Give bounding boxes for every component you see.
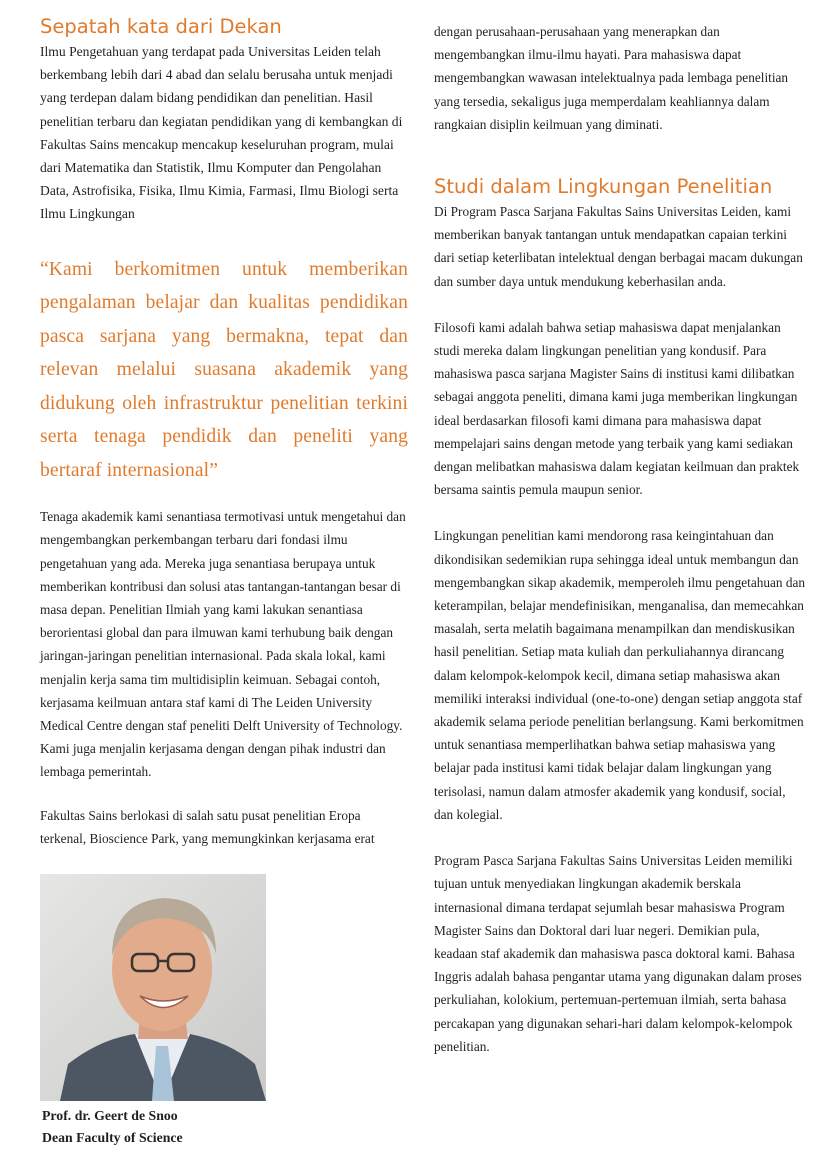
location-paragraph: Fakultas Sains berlokasi di salah satu pusat penelitian Eropa terkenal, Bioscience Park, yang memungkinkan kerjasama erat [40,807,375,846]
research-heading: Studi dalam Lingkungan Penelitian [434,175,773,199]
academic-staff-paragraph: Tenaga akademik kami senantiasa termotivasi untuk mengetahui dan mengembangkan perkembangan terbaru dari fondasi ilmu pengetahuan yang ada. Mereka juga senantiasa berupaya untuk memberikan kontribusi dan solusi atas tantangan-tantangan besar di masa depan. Penelitian Ilmiah yang kami lakukan senantiasa berorientasi global dan para ilmuwan kami terhubung baik dengan jaringan-jaringan penelitian internasional. Pada skala lokal, kami menjalin kerja sama tim multidisiplin keimuan. Sebagai contoh, kerjasama keilmuan antara staf kami di The Leiden University Medical Centre dengan staf peneliti Delft University of Technology. Kami juga menjalin kerjasama dengan dengan pihak industri dan lembaga pemerintah. [40,509,406,780]
continuation-paragraph: dengan perusahaan-perusahaan yang menerapkan dan mengembangkan ilmu-ilmu hayati. Para mahasiswa dapat mengembangkan wawasan intelektualnya pada lembaga penelitian yang tersedia, sekaligus juga memperdalam keahliannya dalam rangkaian disiplin keilmuan yang diminati. [434,24,789,132]
intro-paragraph: Ilmu Pengetahuan yang terdapat pada Universitas Leiden telah berkembang lebih dari 4 abad dan selalu berusaha untuk menjadi yang terdepan dalam bidang pendidikan dan penelitian. Hasil penelitian terbaru dan kegiatan pendidikan yang di kembangkan di Fakultas Sains mencakup mencakup keseluruhan program, mulai dari Matematika dan Statistik, Ilmu Komputer dan Pengolahan Data, Astrofisika, Fisika, Ilmu Kimia, Farmasi, Ilmu Biologi serta Ilmu Lingkungan [40,44,403,222]
portrait-caption [42,1105,302,1149]
dean-portrait [40,874,266,1101]
research-paragraph-3: Lingkungan penelitian kami mendorong rasa keingintahuan dan dikondisikan sedemikian rupa sehingga ideal untuk membangun dan mengembangkan sikap akademik, memperoleh ilmu pengetahuan dan keterampilan, belajar mendefinisikan, menganalisa, dan memecahkan masalah, serta melatih bagaimana menampilkan dan mendiskusikan hasil penelitian. Setiap mata kuliah dan perkuliahannya dirancang dalam kelompok-kelompok kecil, dimana setiap mahasiswa akan memiliki interaksi individual (one-to-one) dengan setiap anggota staf akademik selama periode penelitian berlangsung. Kami berkomitmen untuk senantiasa memperlihatkan bahwa setiap mahasiswa yang belajar pada institusi kami tidak belajar dalam lingkungan yang terisolasi, namun dalam atmosfer akademik yang kondusif, social, dan kolegial. [434,528,806,822]
caption-title: Dean Faculty of Science [42,1130,183,1145]
research-paragraph-4: Program Pasca Sarjana Fakultas Sains Universitas Leiden memiliki tujuan untuk menyediakan lingkungan akademik berskala internasional dimana terdapat sejumlah besar mahasiswa Program Magister Sains dan Doktoral dari luar negeri. Demikian pula, keadaan staf akademik dan mahasiswa pasca doktoral kami. Bahasa Inggris adalah bahasa pengantar utama yang digunakan dalam proses perkuliahan, kolokium, pertemuan-pertemuan ilmiah, serta bahasa percakapan yang digunakan sehari-hari dalam kelompok-kelompok penelitian. [434,853,802,1054]
dean-heading: Sepatah kata dari Dekan [40,15,282,38]
dean-quote: “Kami berkomitmen untuk memberikan pengalaman belajar dan kualitas pendidikan pasca sarjana yang bermakna, tepat dan relevan melalui suasana akademik yang didukung oleh infrastruktur penelitian terkini serta tenaga pendidik dan peneliti yang bertaraf internasional” [40,258,408,481]
research-paragraph-1: Di Program Pasca Sarjana Fakultas Sains Universitas Leiden, kami memberikan banyak tantangan untuk mendapatkan capaian terkini dari setiap keterlibatan intelektual dengan berbagai macam dukungan dan sumber daya untuk mendukung keberhasilan anda. [434,204,803,289]
caption-name: Prof. dr. Geert de Snoo [42,1108,178,1123]
research-paragraph-2: Filosofi kami adalah bahwa setiap mahasiswa dapat menjalankan studi mereka dalam lingkungan penelitian yang kondusif. Para mahasiswa pasca sarjana Magister Sains di institusi kami dilibatkan sebagai anggota peneliti, dimana kami juga memberikan lingkungan ideal berdasarkan filosofi kami dimana para mahasiswa dapat mempelajari sains dengan metode yang terbaik yang kami sediakan dengan melibatkan mahasiswa dalam kegiatan keilmuan dan praktek bersama saintis pemula maupun senior. [434,319,800,498]
right-column [434,20,806,1058]
left-column [40,14,408,850]
